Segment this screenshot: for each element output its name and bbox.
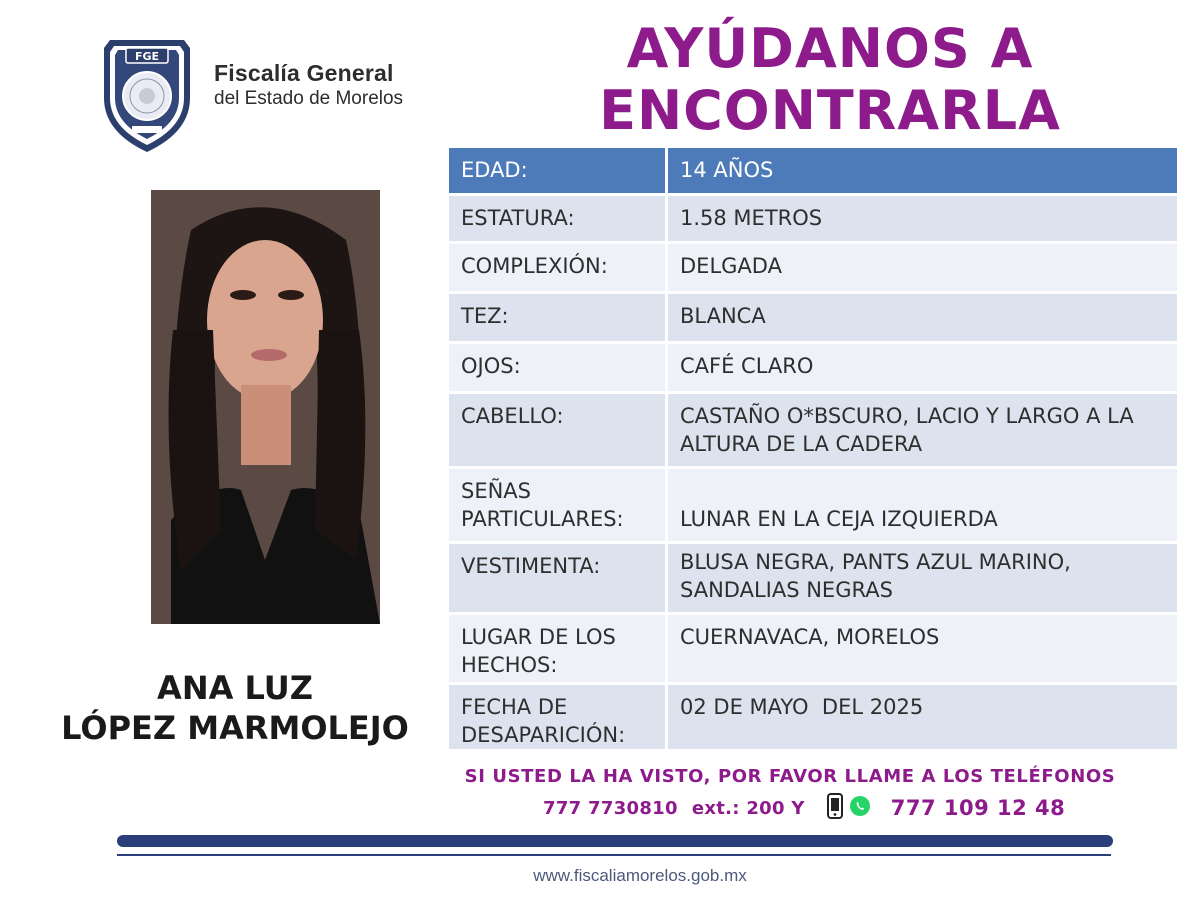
label-build: COMPLEXIÓN: bbox=[449, 244, 665, 291]
row-date bbox=[449, 685, 1177, 749]
badge-text: FGE bbox=[134, 50, 160, 63]
label-eyes: OJOS: bbox=[449, 344, 665, 391]
row-clothing bbox=[449, 544, 1177, 612]
whatsapp-icon bbox=[849, 795, 871, 821]
value-hair: CASTAÑO O*BSCURO, LACIO Y LARGO A LA ALTURA DE LA CADERA bbox=[668, 394, 1177, 466]
phone-primary: 777 7730810 bbox=[543, 797, 678, 819]
value-location: CUERNAVACA, MORELOS bbox=[668, 615, 1177, 682]
value-build: DELGADA bbox=[668, 244, 1177, 291]
row-build bbox=[449, 244, 1177, 291]
row-complexion bbox=[449, 294, 1177, 341]
row-age bbox=[449, 148, 1177, 193]
missing-person-photo bbox=[151, 190, 380, 624]
value-complexion: BLANCA bbox=[668, 294, 1177, 341]
row-height bbox=[449, 196, 1177, 241]
label-clothing: VESTIMENTA: bbox=[449, 544, 665, 612]
organization-name: Fiscalía General bbox=[214, 60, 394, 86]
label-location: LUGAR DE LOS HECHOS: bbox=[449, 615, 665, 682]
label-height: ESTATURA: bbox=[449, 196, 665, 241]
mobile-phone-icon bbox=[827, 793, 843, 823]
footer-divider-thick bbox=[117, 835, 1113, 847]
missing-person-name bbox=[20, 668, 450, 748]
label-hair: CABELLO: bbox=[449, 394, 665, 466]
website-link[interactable]: www.fiscaliamorelos.gob.mx bbox=[533, 866, 747, 885]
value-eyes: CAFÉ CLARO bbox=[668, 344, 1177, 391]
first-names: ANA LUZ bbox=[157, 669, 313, 707]
row-eyes bbox=[449, 344, 1177, 391]
footer-divider-thin bbox=[117, 854, 1111, 856]
last-names: LÓPEZ MARMOLEJO bbox=[61, 709, 409, 747]
label-age: EDAD: bbox=[449, 148, 665, 193]
phone-extension: ext.: 200 Y bbox=[691, 797, 805, 819]
row-hair bbox=[449, 394, 1177, 466]
headline-line-1: AYÚDANOS A bbox=[626, 17, 1034, 80]
organization-subtitle: del Estado de Morelos bbox=[214, 88, 404, 109]
row-location bbox=[449, 615, 1177, 682]
value-height: 1.58 METROS bbox=[668, 196, 1177, 241]
contact-phones bbox=[543, 792, 1065, 824]
headline-line-2: ENCONTRARLA bbox=[599, 79, 1061, 142]
label-complexion: TEZ: bbox=[449, 294, 665, 341]
phone-mobile: 777 109 12 48 bbox=[890, 796, 1066, 820]
contact-message: SI USTED LA HA VISTO, POR FAVOR LLAME A LOS TELÉFONOS bbox=[464, 766, 1116, 787]
value-age: 14 AÑOS bbox=[668, 148, 1177, 193]
value-marks: LUNAR EN LA CEJA IZQUIERDA bbox=[668, 469, 1177, 541]
label-marks: SEÑAS PARTICULARES: bbox=[449, 469, 665, 541]
person-details-table bbox=[449, 148, 1177, 749]
fge-badge-logo bbox=[100, 36, 194, 154]
value-clothing: BLUSA NEGRA, PANTS AZUL MARINO, SANDALIAS NEGRAS bbox=[668, 544, 1177, 612]
value-date: 02 DE MAYO DEL 2025 bbox=[668, 685, 1177, 749]
label-date: FECHA DE DESAPARICIÓN: bbox=[449, 685, 665, 749]
headline bbox=[450, 18, 1200, 142]
row-marks bbox=[449, 469, 1177, 541]
